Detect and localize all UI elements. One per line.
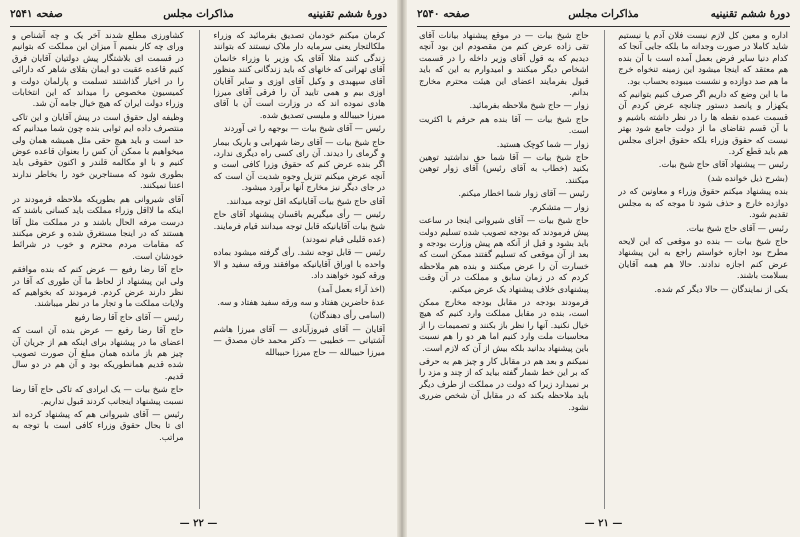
paragraph: فرمودند بودجه در مقابل بودجه مخارج ممکن است، بنده در مقابل مملکت وارد کنیم که هیچ خیال نکنید. آنها را نظر باز بکنند و تصمیمات را از محاسبات ملت وارد کنیم اما هر دو را هم نسبت باین پیشنهاد بدانید بلکه بیش از آن که لازم است. [419, 296, 589, 353]
running-title: مذاکرات مجلس [163, 8, 234, 20]
right-page [407, 0, 800, 537]
paragraph: رئیس — رأی میگیریم باقسان پیشنهاد آقای حاج شیخ بیات آقایانیکه قابل توجه میدانند قیام فرمایند. [213, 209, 385, 231]
paragraph: حاج شیخ بیات — آقای شیروانی اینجا در ساعت پیش فرمودند که بودجه تصویب شده تسلیم دولت باید بشود و قبل از آنکه هم پیش وزارت بودجه و بعد از آن موقعی که تسلیم گفتند ممکن است که خسارت آن را عرض میکنند و بنده هم ملاحظه کردم که در زمان سابق و مملکت در آن وقت پیشنهادی خلاف پیشنهاد یک عرض میکنم. [419, 215, 589, 294]
paragraph: (اخذ آراء بعمل آمد) [317, 283, 385, 294]
paragraph: حاج آقا رضا رفیع — عرض بنده آن است که اعضای ما در پیشنهاد برای اینکه هم از جریان آن چیز هم باز مانده همان مبلغ آن صورت تصویب شده قدیم همانطوریکه بود و آن هم در دو سال قدیم. [12, 325, 184, 381]
page-header [417, 8, 790, 26]
paragraph: آقایان — آقای فیروزآبادی — آقای میرزا هاشم آشتیانی — خطیبی — دکتر محمد خان مصدق — میرزا حبیبالله — حاج میرزا حبیبالله [213, 323, 385, 357]
column-divider [604, 30, 605, 509]
paragraph: رئیس — آقای حاج شیخ بیات. [686, 222, 788, 233]
running-title: مذاکرات مجلس [568, 8, 639, 20]
paragraph: کرمان میکنم خودمان تصدیق بفرمائید که وزراء ملکالتجار یعنی سرمایه دار ملاک نیستند که بتوانند زندگی کنند مثلا آقای یک وزیر با وزراء خانمان آقای تهرانی که خانهای که باید زندگانی کنند منظور آقای سپهبدی و وکیل آقای اوزی و سایر آقایان اوزی بیم و همی تایید آن را فرقی آقای میرزا هادی نموده اند که در وزارت است آن با آقای میرزا حبیبالله و ملیسی تصدیق شده. [213, 30, 385, 120]
paragraph: رئیس — آقای زوار شما اخطار میکنم. [458, 188, 589, 199]
left-page [0, 0, 397, 537]
paragraph: یکی از نمایندگان — حالا دیگر کم شده. [654, 283, 788, 294]
column-right [213, 30, 385, 509]
paragraph: نمیکنم و بعد هم در مقابل کار و چیز هم به حرفی که بر این خط شمار گفته بیاید که از چند و مزد را بر نمیدارد زیرا که دولت در مملکت از طرف دیگر باید ملاحظه بکند که در مقابل آن شخص ضرری نشود. [419, 355, 589, 412]
paragraph: زوار — حاج شیخ ملاحظه بفرمائید. [469, 100, 589, 111]
book-gutter [397, 0, 407, 537]
column-right [618, 30, 788, 509]
paragraph: حاج شیخ بیات — آقا شما حق نداشتید توهین بکنید (خطاب به آقای رئیس) آقای زوار توهین میکنند. [419, 152, 589, 185]
paragraph: حاج شیخ بیات — در موقع پیشنهاد بیانات آقای تقی زاده عرض کنم من مقصودم این بود آنچه دیدیم که به قول آقای وزیر داخله را در قسمت اشخاص دیگر میکنند و امیدوارم به این که باید قبول بفرمایند اعضای این هیئت محترم مخارج بدانم. [419, 30, 589, 98]
paragraph: رئیس — آقای شیخ بیات — بوجهه را تی آوردند [223, 123, 385, 134]
paragraph: زوار — متشکرم. [529, 201, 589, 212]
paragraph: حاج شیخ بیات — یک ایرادی که تاکی حاج آقا رضا نسبت پیشنهاد اینجانب کردند قبول نداریم. [12, 384, 184, 406]
paragraph: اداره و معین کل لازم نیست فلان آدم یا نیستیم شاید کاملا در صورت وجدانه ما بلکه جایی آنجا که کدام دنیا سایر فرض بعمل آمده است با آن بنده هم معتقد که اینجا میشود این زمینه تنخواه خرج ما هم صد دوازده و نشست میبوده بحساب بود. [618, 30, 788, 86]
page-number: صفحه ۲۵۴۰ [417, 8, 470, 20]
paragraph: عدهٔ حاضرین هفتاد و سه ورقه سفید هفتاد و سه. [217, 296, 385, 307]
header-rule [10, 26, 387, 27]
paragraph: حاج شیخ بیات — آقا بنده هم حرفم با اکثریت است. [419, 113, 589, 136]
paragraph: وظیفه اول حقوق است در پیش آقایان و این تاکی منتصرف داده ایم ثوابی بنده چون شما میدانیم که حد است و باید هیچ حقی مثل همیشه همان ولی میخواهیم با ممکن آن کس را بعنوان قاعده عوض کنیم و با او مکالمه قلندر و اکنون حقوقی باید بطوری شود که مستاجرین خود را بخاطر ندارند اعتنا نمیکنند. [12, 111, 184, 191]
page-footer-number: — ۲۲ — [179, 518, 218, 529]
paragraph: رئیس — پیشنهاد آقای حاج شیخ بیات. [658, 159, 788, 170]
page-number: صفحه ۲۵۴۱ [10, 8, 63, 20]
paragraph: کشاورزی مطلع شدند آخر یک و چه آشناص و ورای چه کار بنمیم آ میزان این مملکت که بتوانیم در قسمت ای بلاشتگار پیش دولتیان آقایان فرق کنیم قاعده عقبت دو ایمان بقلای شاهر که دارائی را در اخیار گذاشتند تسلمت و پارلمان دولت و کمیسیون مخصوص را میداند که این انتخابات وزراء دولت ایران که هیچ خیال جامه آن شد. [12, 30, 184, 109]
paragraph: (اسامی رأی دهندگان) [309, 310, 385, 321]
column-left [419, 30, 589, 509]
header-rule [417, 26, 790, 27]
paragraph: رئیس — آقای شیروانی هم که پیشنهاد کرده اند ای تا بحال حقوق وزراء کافی است با توجه به مراتب. [12, 409, 184, 442]
paragraph: (عده قلیلی قیام نمودند) [302, 233, 385, 244]
paragraph: آقای شیروانی هم بطوریکه ملاحظه فرمودند در اینکه ما لااقل وزراء مملکت باید کسانی باشند که درست مرفه الحال باشند و در مملکت مثل آقا هستند که در اینجا مستغرق شده و عرض میکنند که مقامات مردم محترم و خوب در شرائط خودشان است. [12, 193, 184, 261]
paragraph: ما با این وضع که داریم اگر صرف کنیم بتوانیم که یکهزار و پانصد دستور چنانچه عرض کردم آن قسمت عمده نقطه ها را در نظر داشته باشیم و با آن قسم تقاضای ما از دولت جامع شود بهتر نیست که حقوق وزراء بلکه حقوق اجزای مجلس هم باید قطع کرد. [618, 89, 788, 157]
paragraph: آقای حاج شیخ بیات آقایانیکه اقل توجه میدانند. [226, 195, 385, 206]
text-columns [12, 30, 385, 509]
paragraph: رئیس — قابل توجه نشد. رأی گرفته میشود بماده واحده با اوراق آقایانیکه موافقند ورقه سفید و الا ورقه کبود خواهند داد. [213, 247, 385, 281]
volume-title: دورهٔ ششم تقنینیه [307, 8, 387, 20]
page-header [10, 8, 387, 26]
paragraph: زوار — شما کوچک هستید. [496, 138, 589, 149]
paragraph: حاج شیخ بیات — بنده دو موقعی که این لایحه مطرح بود اجازه خواستم راجع به این پیشنهاد عرض کنم اجازه ندادند. حالا هم همه آقایان بسلامت باشند. [618, 235, 788, 281]
page-footer-number: — ۲۱ — [584, 518, 623, 529]
volume-title: دورهٔ ششم تقنینیه [710, 8, 790, 20]
text-columns [419, 30, 788, 509]
paragraph: (بشرح ذیل خوانده شد) [707, 172, 788, 183]
paragraph: رئیس — آقای حاج آقا رضا رفیع [74, 311, 184, 322]
column-divider [199, 30, 200, 509]
paragraph: حاج شیخ بیات — آقای رضا شهرابی و باریک بیمار و گرمای را دیدند. آن رای کسی راه دیگری ندارد، اگر بنده عرض کنم که حقوق وزرا کافی است و آنچه عرض میکنم تنزیل وجوه شدیت آن است که در جای دیگر نیز مخارج آنها برآورد میشود. [213, 136, 385, 193]
paragraph: حاج آقا رضا رفیع — عرض کنم که بنده موافقم ولی این پیشنهاد از لحاظ ما آن طوری که آقا در نظر دارند عرض کردم. فرمودند که بخواهیم که ولایات مملکت ما و تجار ما در نظر میباشند. [12, 264, 184, 309]
paragraph: بنده پیشنهاد میکنم حقوق وزراء و معاونین که در دوازده خارج و حذف شود تا موجه که به مجلس تقدیم شود. [618, 186, 788, 220]
column-left [12, 30, 184, 509]
